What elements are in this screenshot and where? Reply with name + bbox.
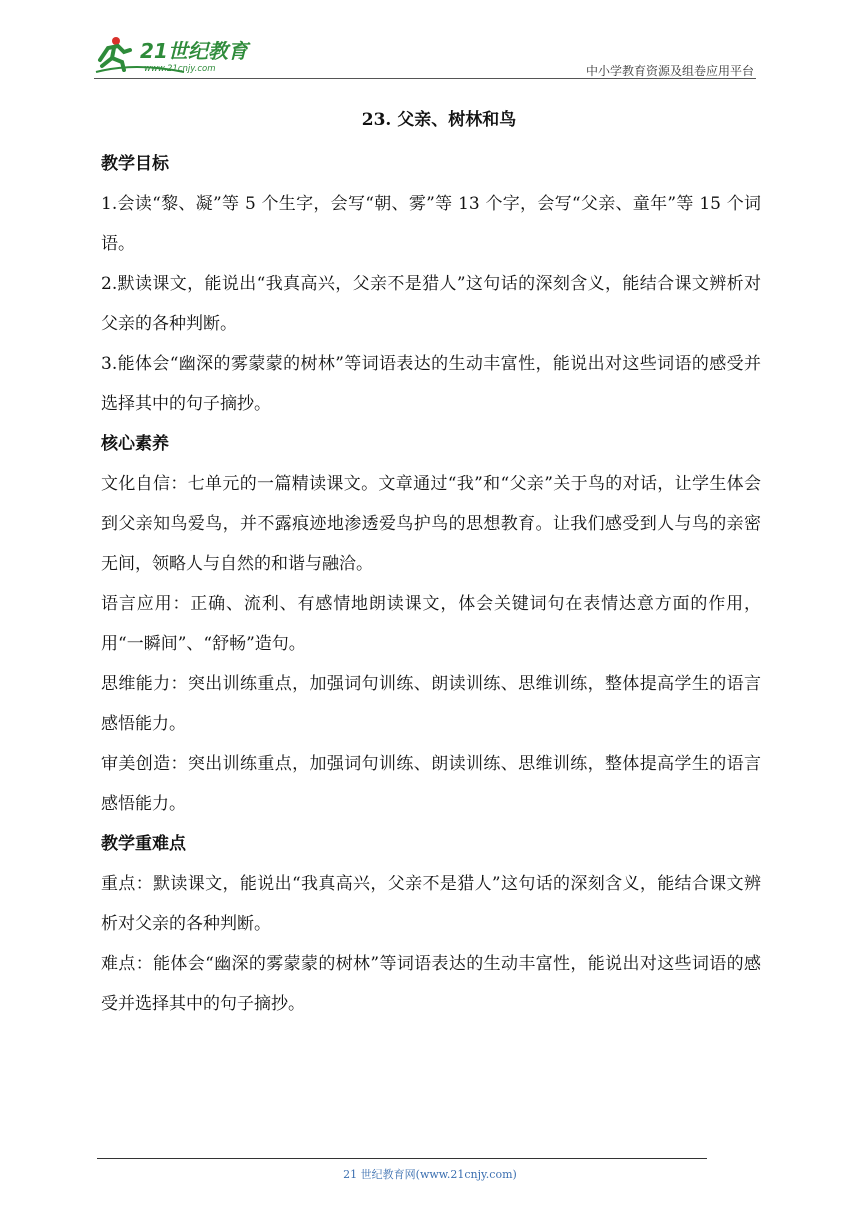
header-divider: [94, 78, 756, 79]
section-heading: 教学重难点: [101, 834, 186, 854]
section-core-literacy: [101, 424, 761, 824]
document-body: [101, 100, 761, 1024]
section-key-difficult-points: [101, 824, 761, 1024]
platform-name: 中小学教育资源及组卷应用平台: [585, 64, 754, 78]
paragraph: 审美创造：突出训练重点，加强词句训练、朗读训练、思维训练，整体提高学生的语言感悟能力。: [101, 754, 761, 814]
paragraph: 思维能力：突出训练重点，加强词句训练、朗读训练、思维训练，整体提高学生的语言感悟能力。: [101, 674, 761, 734]
page-footer: 21 世纪教育网(www.21cnjy.com): [343, 1168, 517, 1181]
footer-divider: [97, 1158, 707, 1159]
paragraph: 重点：默读课文，能说出“我真高兴，父亲不是猎人”这句话的深刻含义，能结合课文辨析对父亲的各种判断。: [101, 874, 761, 934]
paragraph: 2.默读课文，能说出“我真高兴，父亲不是猎人”这句话的深刻含义，能结合课文辨析对父亲的各种判断。: [101, 274, 761, 334]
section-heading: 教学目标: [101, 154, 169, 174]
paragraph: 难点：能体会“幽深的雾蒙蒙的树林”等词语表达的生动丰富性，能说出对这些词语的感受并选择其中的句子摘抄。: [101, 954, 761, 1014]
logo-url: www.21cnjy.com: [144, 64, 216, 74]
section-teaching-goals: [101, 144, 761, 424]
page-header: [94, 28, 756, 78]
logo-21cnjy: [94, 32, 264, 76]
paragraph: 文化自信：七单元的一篇精读课文。文章通过“我”和“父亲”关于鸟的对话，让学生体会到父亲知鸟爱鸟，并不露痕迹地渗透爱鸟护鸟的思想教育。让我们感受到人与鸟的亲密无间，领略人与自然的和谐与融洽。: [101, 474, 761, 574]
paragraph: 1.会读“黎、凝”等 5 个生字，会写“朝、雾”等 13 个字，会写“父亲、童年”等 15 个词语。: [101, 194, 761, 254]
paragraph: 语言应用：正确、流利、有感情地朗读课文，体会关键词句在表情达意方面的作用，用“一瞬间”、“舒畅”造句。: [101, 594, 761, 654]
logo-text: 21世纪教育: [140, 39, 248, 63]
lesson-title: 23. 父亲、树林和鸟: [361, 110, 517, 130]
paragraph: 3.能体会“幽深的雾蒙蒙的树林”等词语表达的生动丰富性，能说出对这些词语的感受并选择其中的句子摘抄。: [101, 354, 761, 414]
section-heading: 核心素养: [101, 434, 169, 454]
